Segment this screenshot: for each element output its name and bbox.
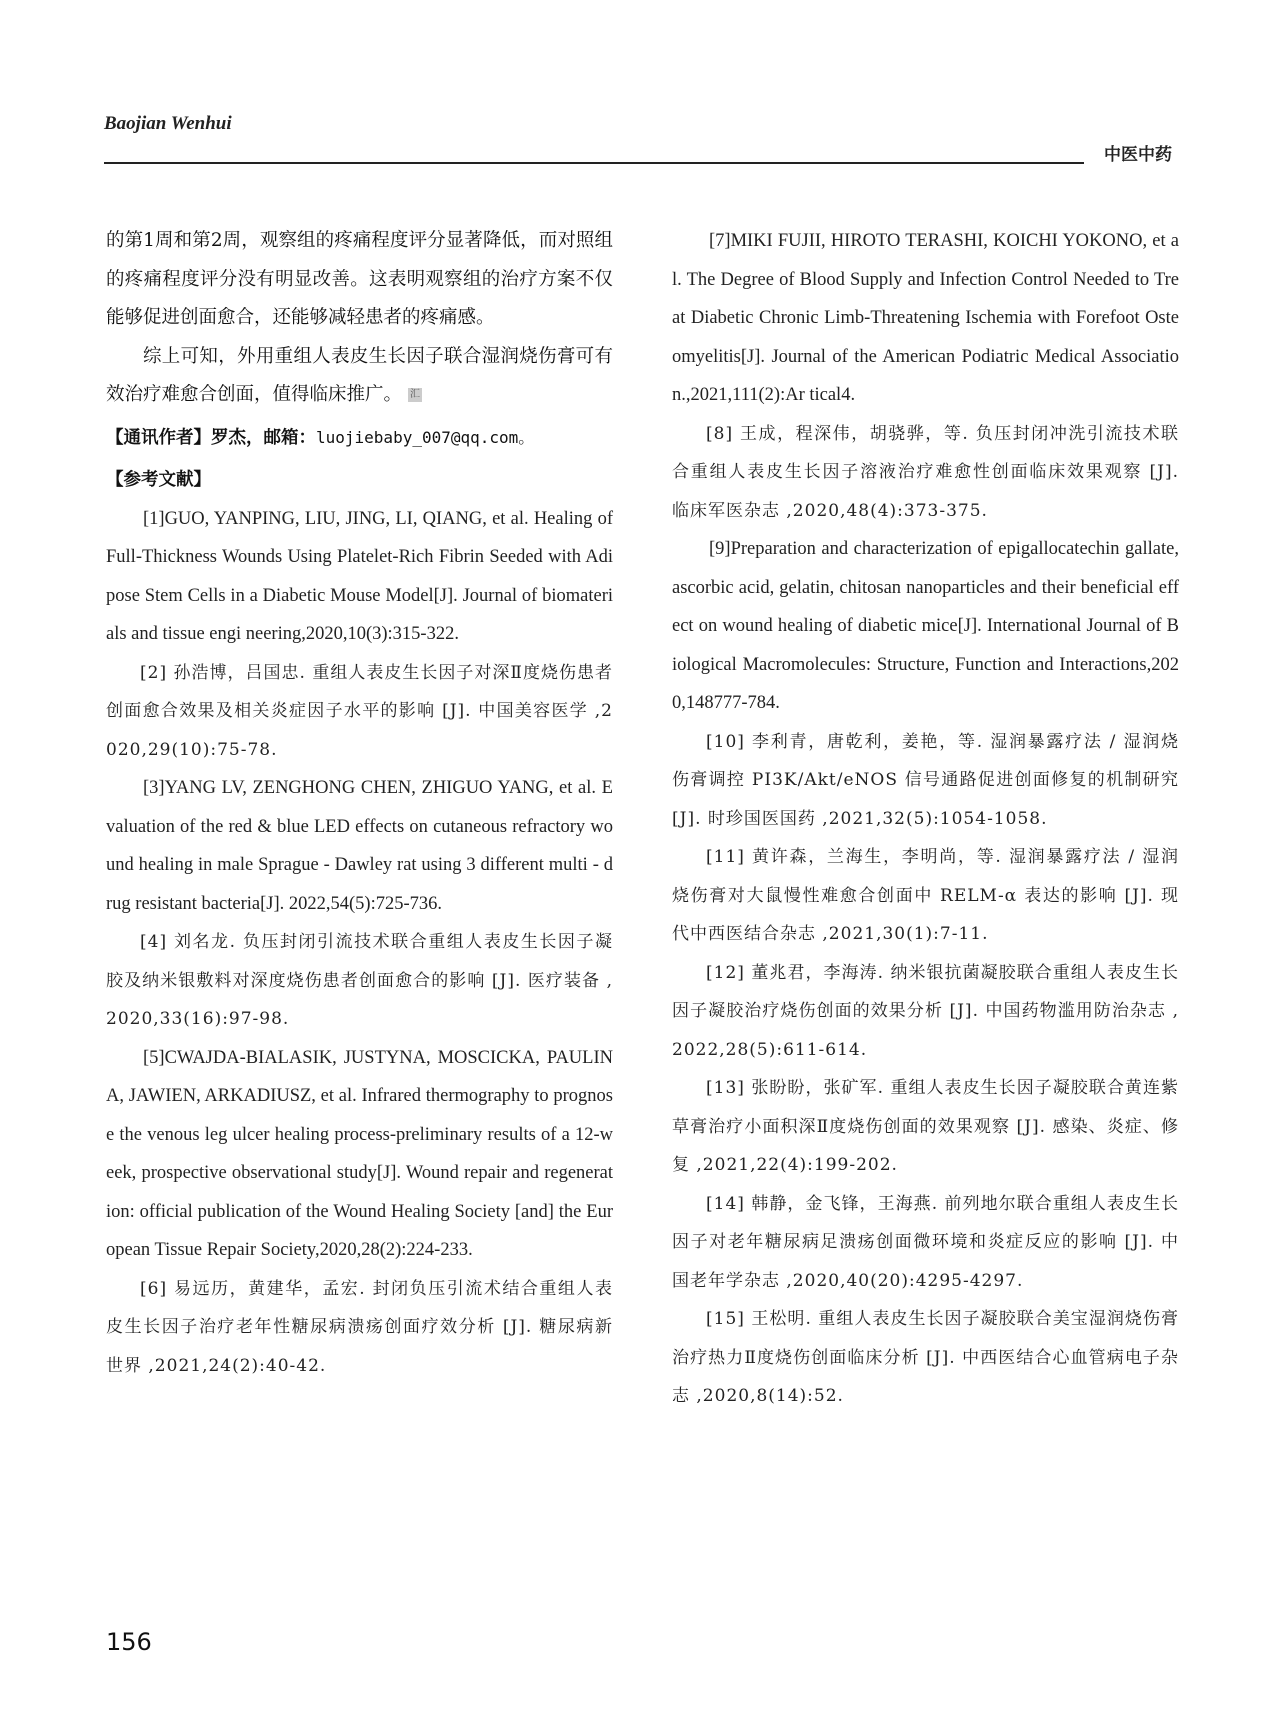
reference-item: [9]Preparation and characterization of epigallocatechin gallate, ascorbic acid, gelatin, chitosan nanoparticles and their beneficial effect on wound healing of diabetic mice[J]. International Journal of Biological Macromolecules: Structure, Function and Interactions,2020,148777-784. — [672, 539, 1179, 713]
reference-item: [11] 黄许森，兰海生，李明尚，等. 湿润暴露疗法 / 湿润烧伤膏对大鼠慢性难愈合创面中 RELM-α 表达的影响 [J]. 现代中西医结合杂志 ,2021,30(1):7-11. — [672, 847, 1179, 944]
body-paragraph: 的第1周和第2周，观察组的疼痛程度评分显著降低，而对照组的疼痛程度评分没有明显改善。这表明观察组的治疗方案不仅能够促进创面愈合，还能够减轻患者的疼痛感。 — [106, 230, 613, 328]
reference-item: [6] 易远历，黄建华，孟宏. 封闭负压引流术结合重组人表皮生长因子治疗老年性糖尿病溃疡创面疗效分析 [J]. 糖尿病新世界 ,2021,24(2):40-42. — [106, 1278, 613, 1376]
reference-item: [3]YANG LV, ZENGHONG CHEN, ZHIGUO YANG, et al. Evaluation of the red & blue LED effects on cutaneous refractory wound healing in male Sprague - Dawley rat using 3 different multi - drug resistant bacteria[J]. 2022,54(5):725-736. — [106, 778, 613, 914]
journal-name: Baojian Wenhui — [104, 113, 232, 134]
references-title: 【参考文献】 — [106, 470, 211, 490]
end-mark-icon: 汇 — [410, 389, 421, 400]
author-email: luojiebaby_007@qq.com。 — [316, 427, 535, 447]
conclusion-text: 综上可知，外用重组人表皮生长因子联合湿润烧伤膏可有效治疗难愈合创面，值得临床推广。 — [106, 345, 613, 405]
reference-item: [12] 董兆君，李海涛. 纳米银抗菌凝胶联合重组人表皮生长因子凝胶治疗烧伤创面的效果分析 [J]. 中国药物滥用防治杂志 ,2022,28(5):611-614. — [672, 962, 1179, 1060]
header-rule — [104, 162, 1084, 164]
reference-item: [8] 王成，程深伟，胡骁骅，等. 负压封闭冲洗引流技术联合重组人表皮生长因子溶液治疗难愈性创面临床效果观察 [J]. 临床军医杂志 ,2020,48(4):373-375. — [672, 423, 1179, 521]
page-number: 156 — [106, 1628, 152, 1656]
reference-item: [1]GUO, YANPING, LIU, JING, LI, QIANG, et al. Healing of Full-Thickness Wounds Using Platelet-Rich Fibrin Seeded with Adipose Stem Cells in a Diabetic Mouse Model[J]. Journal of biomaterials and tissue engi neering,2020,10(3):315-322. — [106, 508, 613, 644]
reference-item: [4] 刘名龙. 负压封闭引流技术联合重组人表皮生长因子凝胶及纳米银敷料对深度烧伤患者创面愈合的影响 [J]. 医疗装备 ,2020,33(16):97-98. — [106, 932, 613, 1029]
corresponding-author — [106, 419, 613, 458]
right-column — [672, 222, 1179, 1416]
section-title: 中医中药 — [1104, 145, 1172, 165]
author-label: 【通讯作者】罗杰，邮箱： — [106, 427, 316, 448]
reference-item: [13] 张盼盼，张矿军. 重组人表皮生长因子凝胶联合黄连紫草膏治疗小面积深Ⅱ度烧伤创面的效果观察 [J]. 感染、炎症、修复 ,2021,22(4):199-202. — [672, 1078, 1179, 1175]
reference-item: [15] 王松明. 重组人表皮生长因子凝胶联合美宝湿润烧伤膏治疗热力Ⅱ度烧伤创面临床分析 [J]. 中西医结合心血管病电子杂志 ,2020,8(14):52. — [672, 1309, 1179, 1406]
reference-item: [5]CWAJDA-BIALASIK, JUSTYNA, MOSCICKA, PAULINA, JAWIEN, ARKADIUSZ, et al. Infrared thermography to prognose the venous leg ulcer healing process-preliminary results of a 12-week, prospective observational study[J]. Wound repair and regeneration: official publication of the Wound Healing Society [and] the European Tissue Repair Society,2020,28(2):224-233. — [106, 1047, 613, 1260]
reference-item: [2] 孙浩博，吕国忠. 重组人表皮生长因子对深Ⅱ度烧伤患者创面愈合效果及相关炎症因子水平的影响 [J]. 中国美容医学 ,2020,29(10):75-78. — [106, 662, 613, 760]
left-column — [106, 222, 613, 1385]
reference-item: [14] 韩静，金飞锋，王海燕. 前列地尔联合重组人表皮生长因子对老年糖尿病足溃疡创面微环境和炎症反应的影响 [J]. 中国老年学杂志 ,2020,40(20):4295-4297. — [672, 1193, 1179, 1291]
conclusion-paragraph — [106, 338, 613, 415]
reference-item: [10] 李利青，唐乾利，姜艳，等. 湿润暴露疗法 / 湿润烧伤膏调控 PI3K/Akt/eNOS 信号通路促进创面修复的机制研究 [J]. 时珍国医国药 ,2021,32(5):1054-1058. — [672, 731, 1179, 829]
reference-item: [7]MIKI FUJII, HIROTO TERASHI, KOICHI YOKONO, et al. The Degree of Blood Supply and Infection Control Needed to Treat Diabetic Chronic Limb-Threatening Ischemia with Forefoot Osteomyelitis[J]. Journal of the American Podiatric Medical Association.,2021,111(2):Ar tical4. — [672, 231, 1179, 405]
